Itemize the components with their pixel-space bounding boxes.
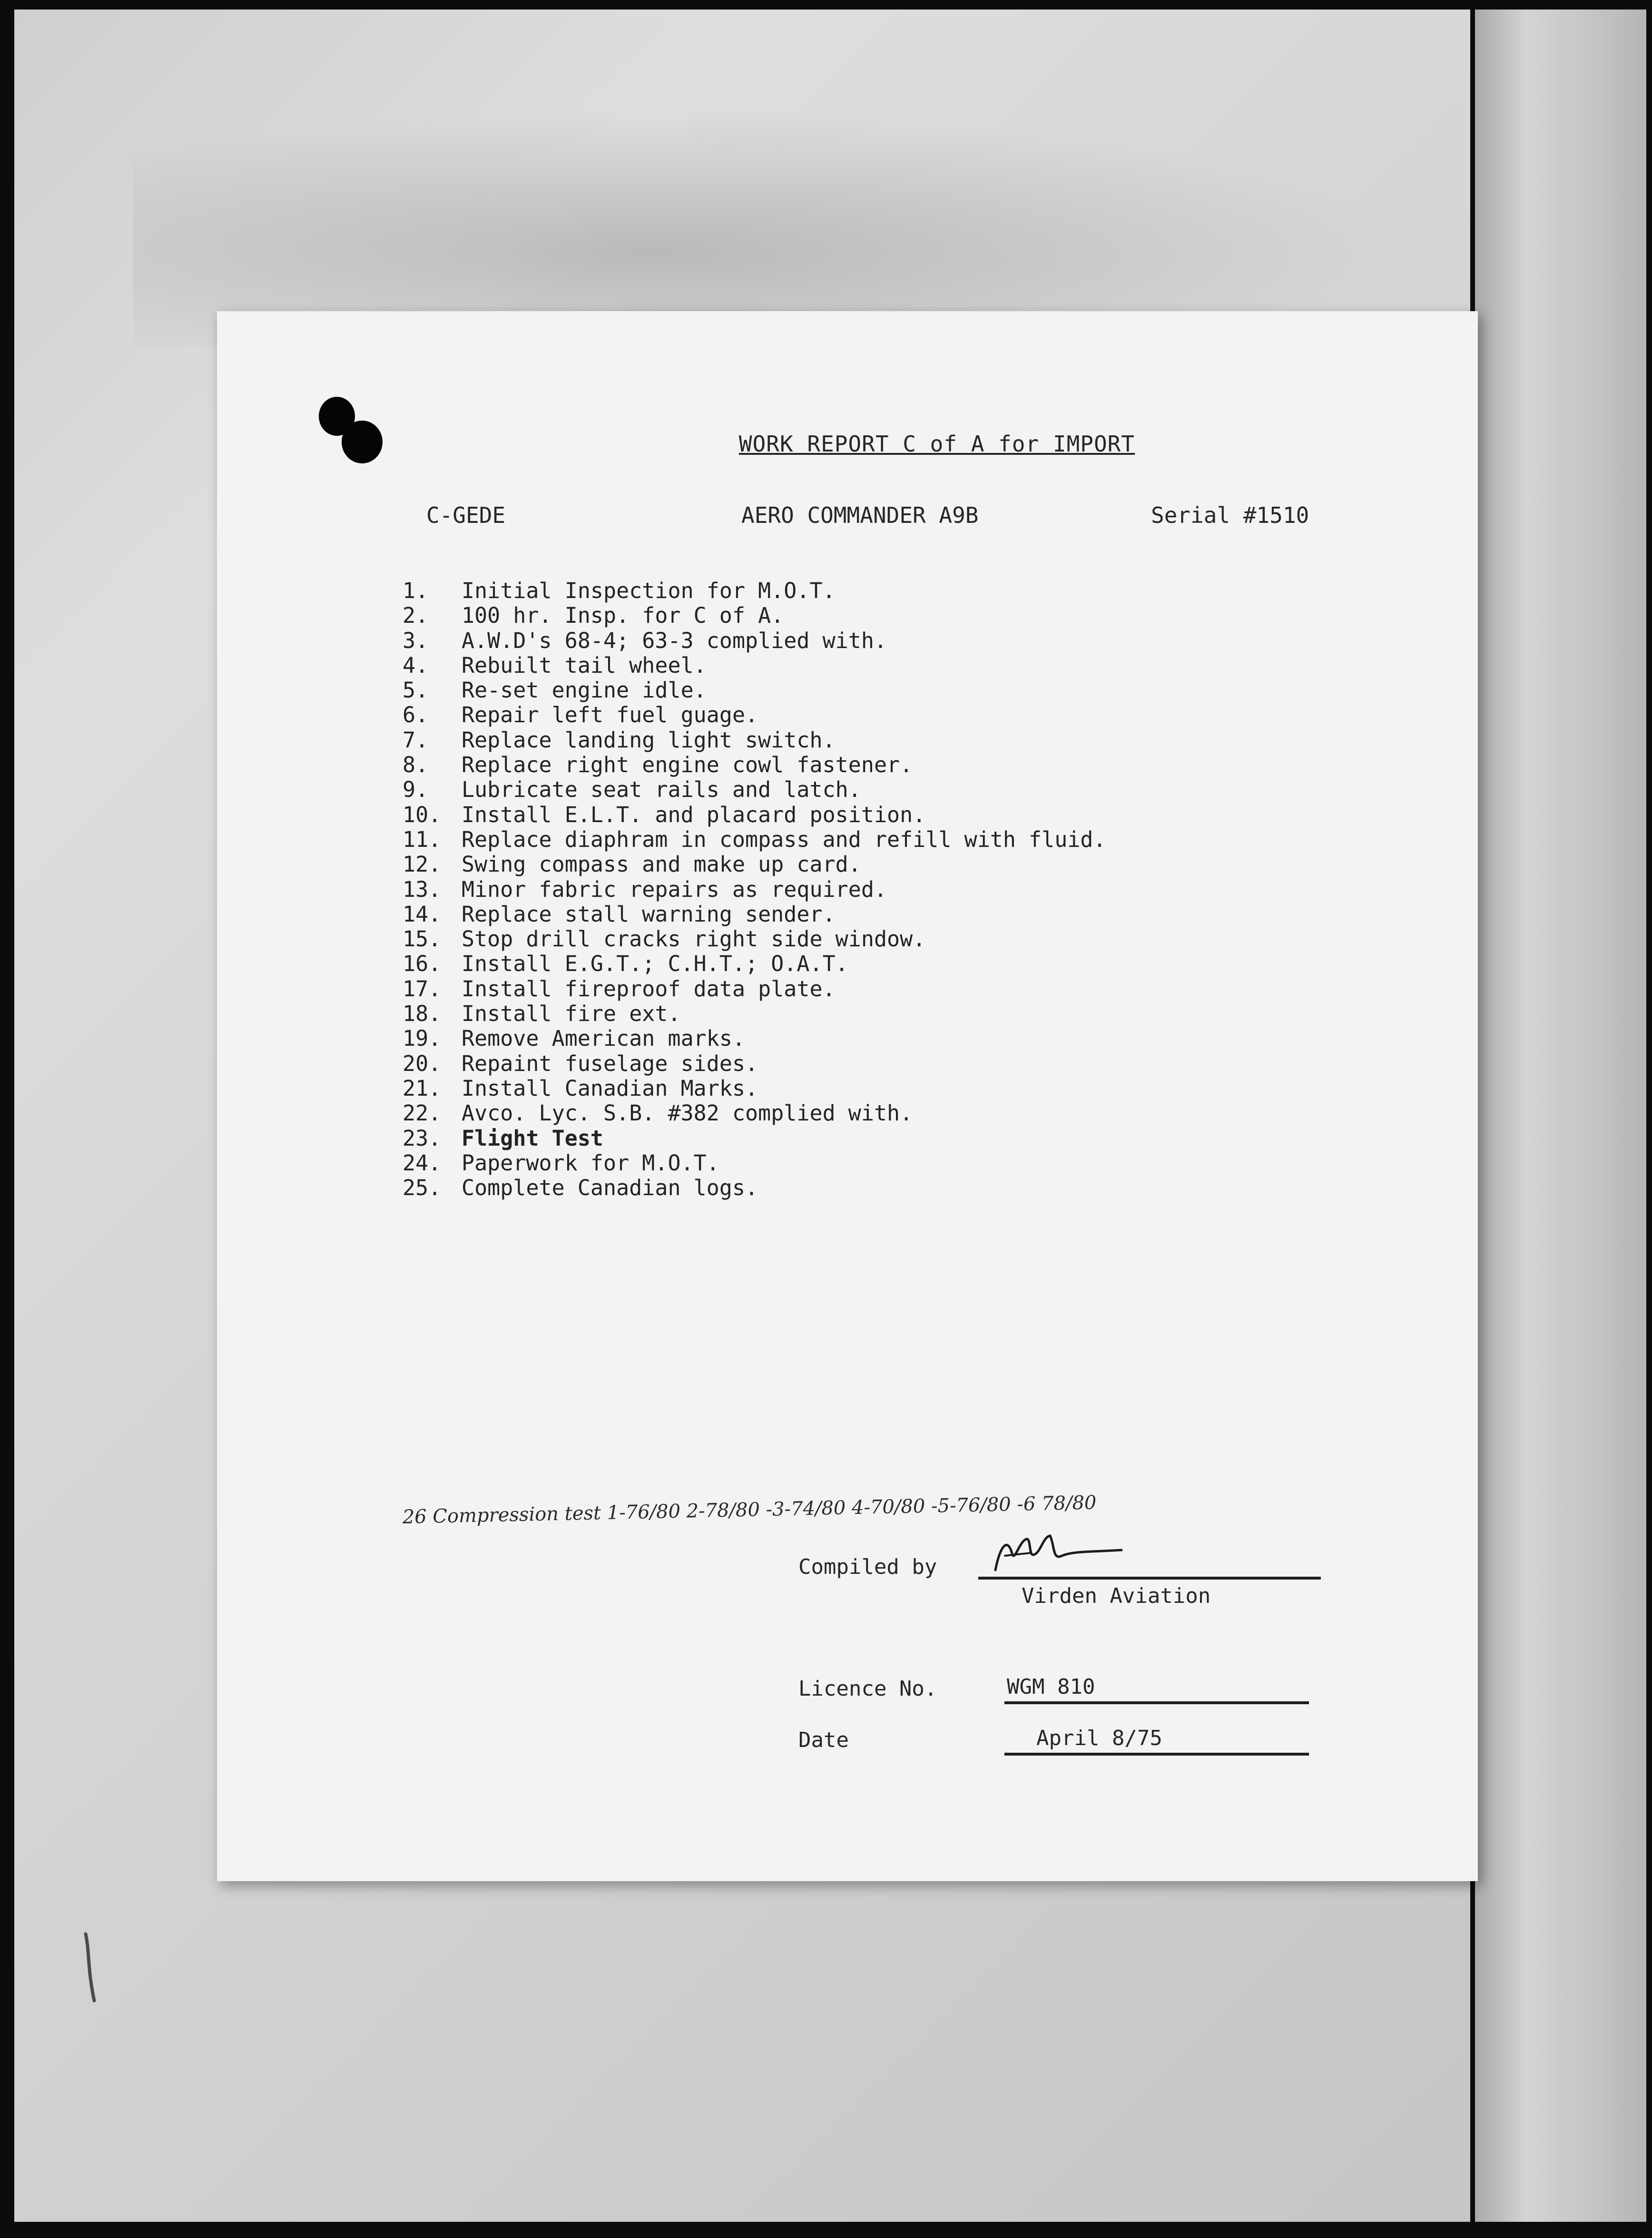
item-number: 19. [403, 1026, 442, 1051]
date-value: April 8/75 [1036, 1726, 1162, 1750]
signature-line [978, 1577, 1321, 1580]
item-number: 10. [403, 802, 442, 827]
list-item [403, 803, 1106, 827]
item-text: Replace diaphram in compass and refill with fluid. [462, 826, 1106, 852]
item-number: 20. [403, 1050, 442, 1076]
list-item [403, 852, 1106, 877]
item-text: Paperwork for M.O.T. [462, 1150, 719, 1176]
item-text: Replace stall warning sender. [462, 901, 836, 927]
list-item [403, 1101, 1106, 1126]
licence-value: WGM 810 [1007, 1675, 1095, 1699]
registration: C-GEDE [426, 502, 506, 528]
item-number: 25. [403, 1175, 442, 1201]
list-item [403, 1176, 1106, 1200]
item-text: Install fireproof data plate. [462, 976, 836, 1001]
item-text: Replace right engine cowl fastener. [462, 752, 913, 778]
item-text: Repair left fuel guage. [462, 702, 758, 728]
item-number: 23. [403, 1125, 442, 1151]
item-number: 2. [403, 603, 429, 628]
item-number: 8. [403, 752, 429, 778]
list-item [403, 678, 1106, 703]
item-text: Re-set engine idle. [462, 677, 707, 703]
item-text: A.W.D's 68-4; 63-3 complied with. [462, 628, 887, 653]
item-text: Avco. Lyc. S.B. #382 complied with. [462, 1100, 913, 1126]
list-item [403, 927, 1106, 952]
licence-label: Licence No. [798, 1677, 937, 1701]
list-item [403, 877, 1106, 902]
list-item [403, 653, 1106, 678]
item-text: 100 hr. Insp. for C of A. [462, 603, 784, 628]
item-text: Install E.L.T. and placard position. [462, 802, 926, 827]
company-name: Virden Aviation [1022, 1584, 1211, 1608]
list-item [403, 1001, 1106, 1026]
list-item [403, 1026, 1106, 1051]
item-text: Install fire ext. [462, 1001, 681, 1027]
pencil-mark [81, 1932, 100, 2003]
list-item [403, 827, 1106, 852]
item-number: 18. [403, 1001, 442, 1027]
item-text: Swing compass and make up card. [462, 852, 861, 877]
signature [986, 1527, 1129, 1580]
licence-underline [1004, 1701, 1309, 1704]
item-number: 24. [403, 1150, 442, 1176]
right-edge-panel [1475, 10, 1646, 2222]
item-number: 12. [403, 852, 442, 877]
item-number: 17. [403, 976, 442, 1001]
item-number: 13. [403, 876, 442, 902]
item-number: 14. [403, 901, 442, 927]
list-item [403, 952, 1106, 976]
item-text: Remove American marks. [462, 1026, 746, 1051]
serial-number: Serial #1510 [1151, 502, 1309, 528]
list-item [403, 777, 1106, 802]
list-item [403, 603, 1106, 628]
item-number: 3. [403, 628, 429, 653]
item-number: 22. [403, 1100, 442, 1126]
item-text: Repaint fuselage sides. [462, 1050, 758, 1076]
list-item [403, 1076, 1106, 1101]
item-text: Replace landing light switch. [462, 727, 836, 753]
handwritten-compression-note: 26 Compression test 1-76/80 2-78/80 -3-74/80 4-70/80 -5-76/80 -6 78/80 [402, 1492, 1097, 1528]
item-number: 16. [403, 951, 442, 977]
item-number: 7. [403, 727, 429, 753]
item-number: 6. [403, 702, 429, 728]
list-item [403, 728, 1106, 753]
item-number: 11. [403, 826, 442, 852]
page-title: WORK REPORT C of A for IMPORT [738, 431, 1135, 457]
item-text: Flight Test [462, 1125, 604, 1151]
item-text: Minor fabric repairs as required. [462, 876, 887, 902]
list-item [403, 1126, 1106, 1151]
compiled-by-label: Compiled by [798, 1555, 937, 1579]
list-item [403, 753, 1106, 777]
item-number: 15. [403, 926, 442, 952]
item-number: 21. [403, 1075, 442, 1101]
punch-hole [342, 421, 383, 463]
aircraft-type: AERO COMMANDER A9B [741, 502, 979, 528]
item-text: Complete Canadian logs. [462, 1175, 758, 1201]
list-item [403, 703, 1106, 727]
list-item [403, 628, 1106, 653]
list-item [403, 977, 1106, 1001]
list-item [403, 579, 1106, 603]
item-number: 5. [403, 677, 429, 703]
item-text: Stop drill cracks right side window. [462, 926, 926, 952]
document-page [217, 311, 1478, 1881]
item-text: Rebuilt tail wheel. [462, 652, 707, 678]
list-item [403, 902, 1106, 927]
list-item [403, 1051, 1106, 1076]
item-text: Initial Inspection for M.O.T. [462, 578, 836, 603]
item-text: Lubricate seat rails and latch. [462, 777, 861, 803]
item-number: 4. [403, 652, 429, 678]
item-number: 9. [403, 777, 429, 803]
item-number: 1. [403, 578, 429, 603]
work-items-list [403, 579, 1106, 1200]
item-text: Install E.G.T.; C.H.T.; O.A.T. [462, 951, 848, 977]
date-underline [1004, 1753, 1309, 1756]
date-label: Date [798, 1728, 849, 1752]
item-text: Install Canadian Marks. [462, 1075, 758, 1101]
list-item [403, 1151, 1106, 1176]
